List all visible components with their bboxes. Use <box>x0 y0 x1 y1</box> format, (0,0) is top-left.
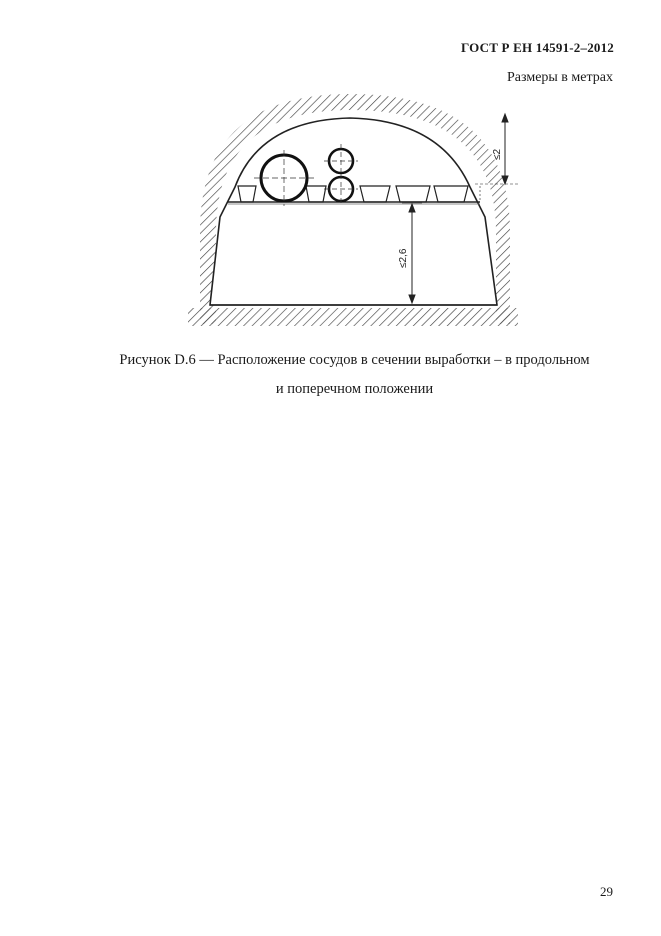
document-code: ГОСТ Р ЕН 14591-2–2012 <box>461 40 614 55</box>
page-number: 29 <box>600 884 613 899</box>
tunnel-outline <box>210 118 497 305</box>
figure-caption-line-2: и поперечном положении <box>275 381 434 397</box>
figure-caption-line-1: Рисунок D.6 — Расположение сосудов в сечении выработки – в продольном <box>119 352 590 368</box>
floor-hatching <box>188 308 518 326</box>
units-note: Размеры в метрах <box>507 70 613 85</box>
tunnel-cross-section-figure <box>180 92 525 332</box>
dimension-top-label: ≤2 <box>492 148 503 160</box>
dimension-main-label: ≤2,6 <box>398 248 409 268</box>
